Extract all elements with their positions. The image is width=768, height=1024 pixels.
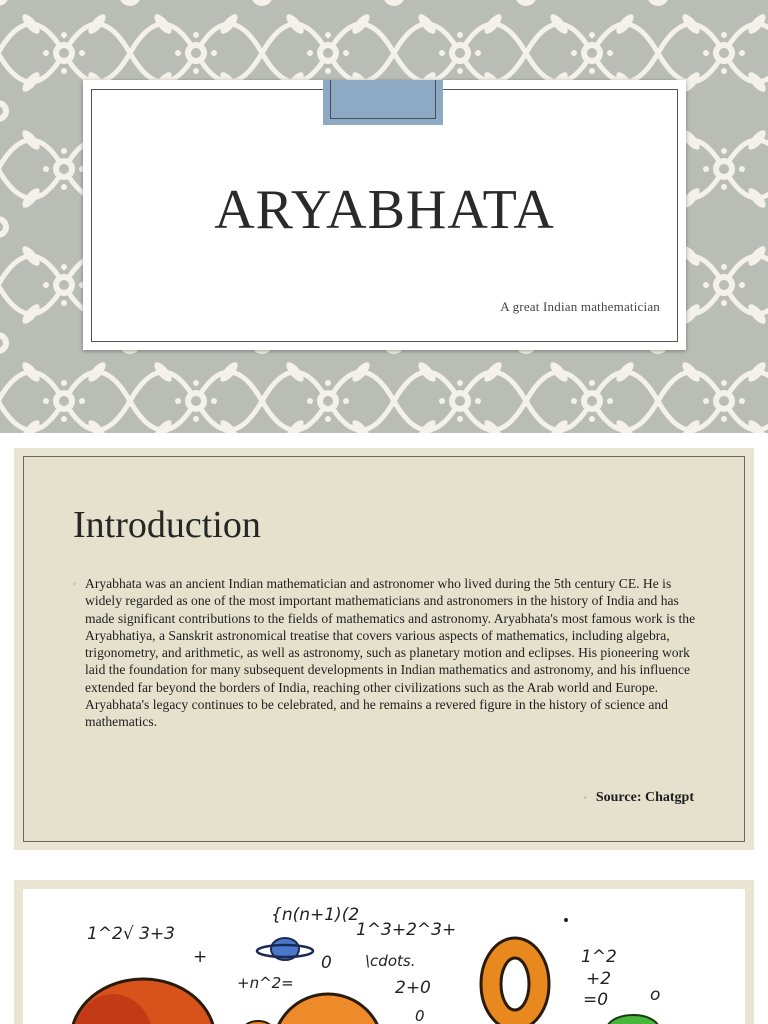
doodle-formula: 0 [321,953,332,973]
doodle-formula: 1^2√ 3+3 [87,924,175,944]
slide-title: ARYABHATA [214,179,555,241]
doodle-formula: =0 [583,990,609,1010]
doodle-formula: 1^3+2^3+ [356,920,457,940]
math-doodle-image [23,889,745,1024]
title-slide [0,0,768,433]
introduction-body: Aryabhata was an ancient Indian mathematician and astronomer who lived during the 5th century CE. He is widely regarded as one of the most important mathematicians and astronomers in the history of India and has made significant contributions to the fields of mathematics and astronomy. Aryabhata's most famous work is the Aryabhatiya, a Sanskrit astronomical treatise that covers various aspects of mathematics, including algebra, trigonometry, and arithmetic, as well as astronomy, such as planetary motion and eclipses. His pioneering work laid the foundation for many subsequent developments in Indian mathematics and astronomy, and his influence extended far beyond the borders of India, reaching other civilizations such as the Arab world and Europe. Aryabhata's legacy continues to be celebrated, and he remains a revered figure in the history of science and mathematics. [85,576,696,730]
bullet-icon: ◦ [583,793,587,802]
doodle-formula: {n(n+1)(2 [271,905,360,925]
doodle-formula: \cdots. [365,952,416,970]
doodle-formula: + [193,947,208,967]
slide-subtitle: A great Indian mathematician [500,299,660,314]
doodle-formula: +2 [586,969,612,989]
introduction-bullet [73,575,698,731]
source-text: Source: Chatgpt [595,789,694,805]
title-card-tab [323,80,443,125]
doodle-formula: 2+0 [395,978,431,998]
doodle-formula: +n^2= [237,974,294,992]
doodle-formula: o [650,985,661,1005]
bullet-icon: ◦ [73,579,76,588]
doodle-formula: 1^2 [581,947,617,967]
introduction-slide [14,448,754,850]
source-bullet [584,789,694,806]
doodle-formula: 0 [415,1007,425,1024]
introduction-frame [23,456,745,842]
title-card [83,80,686,350]
introduction-heading: Introduction [73,504,261,546]
math-doodle-slide [14,880,754,1024]
